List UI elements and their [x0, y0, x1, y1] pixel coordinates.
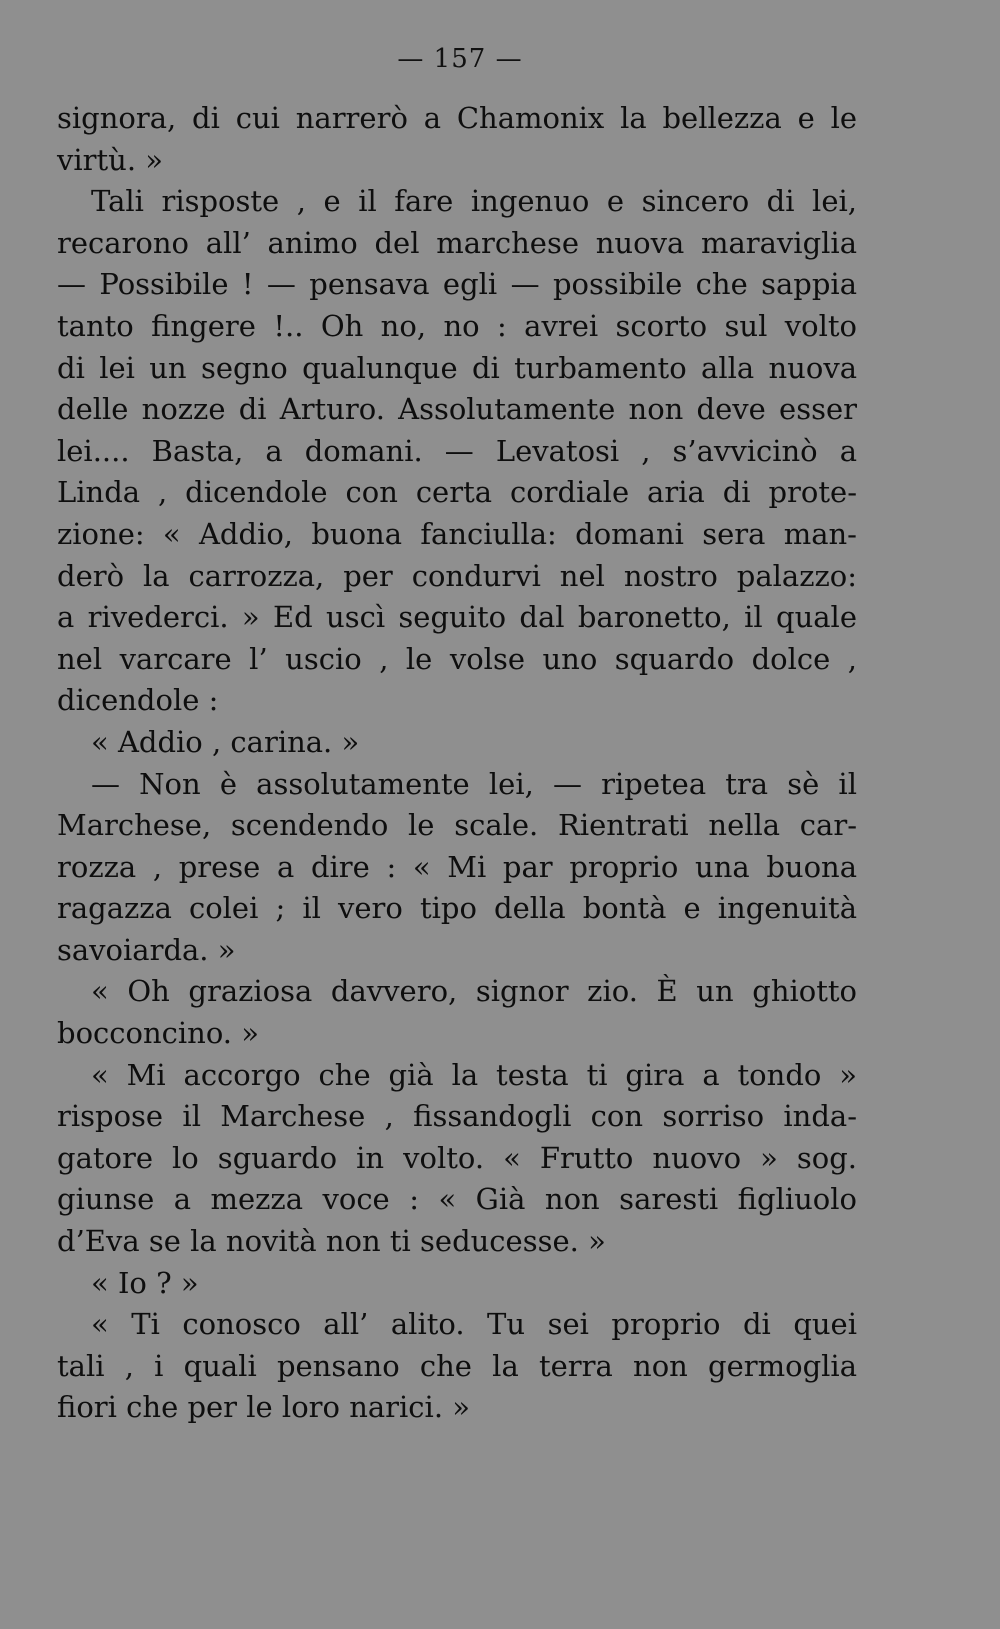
- text-line: derò la carrozza, per condurvi nel nostro palazzo:: [57, 558, 857, 593]
- text-line: d’Eva se la novità non ti seducesse. »: [57, 1224, 606, 1259]
- text-line: « Addio , carina. »: [91, 724, 360, 759]
- text-line: lei.... Basta, a domani. — Levatosi , s’avvicinò a: [57, 433, 857, 468]
- text-line: recarono all’ animo del marchese nuova maraviglia: [57, 225, 857, 260]
- text-line: Tali risposte , e il fare ingenuo e sincero di lei,: [91, 184, 857, 219]
- text-line: di lei un segno qualunque di turbamento alla nuova: [57, 350, 857, 385]
- page-number: — 157 —: [397, 44, 523, 74]
- text-line: « Oh graziosa davvero, signor zio. È un ghiotto: [91, 974, 857, 1009]
- text-line: signora, di cui narrerò a Chamonix la bellezza e le: [57, 101, 857, 135]
- text-line: ragazza colei ; il vero tipo della bontà e ingenuità: [57, 891, 857, 926]
- text-line: rispose il Marchese , fissandogli con sorriso inda-: [57, 1099, 857, 1134]
- text-line: rozza , prese a dire : « Mi par proprio una buona: [57, 849, 857, 884]
- text-line: Marchese, scendendo le scale. Rientrati nella car-: [57, 808, 857, 843]
- text-line: tali , i quali pensano che la terra non germoglia: [57, 1348, 857, 1383]
- text-line: savoiarda. »: [57, 932, 236, 967]
- text-line: nel varcare l’ uscio , le volse uno squardo dolce ,: [57, 641, 857, 676]
- text-line: « Mi accorgo che già la testa ti gira a tondo »: [91, 1057, 857, 1092]
- text-line: dicendole :: [57, 683, 219, 718]
- text-line: delle nozze di Arturo. Assolutamente non deve esser: [57, 392, 857, 427]
- body-text: [57, 98, 857, 1429]
- text-line: « Io ? »: [91, 1265, 199, 1300]
- text-line: gatore lo sguardo in volto. « Frutto nuovo » sog.: [57, 1140, 857, 1175]
- text-line: zione: « Addio, buona fanciulla: domani sera man-: [57, 516, 857, 551]
- text-line: tanto fingere !.. Oh no, no : avrei scorto sul volto: [57, 308, 857, 343]
- text-line: virtù. »: [57, 142, 164, 177]
- text-line: bocconcino. »: [57, 1016, 259, 1051]
- text-line: « Ti conosco all’ alito. Tu sei proprio di quei: [91, 1307, 857, 1342]
- text-line: — Non è assolutamente lei, — ripetea tra sè il: [91, 766, 857, 801]
- text-line: — Possibile ! — pensava egli — possibile che sappia: [57, 267, 857, 302]
- text-line: fiori che per le loro narici. »: [57, 1390, 470, 1425]
- text-line: Linda , dicendole con certa cordiale aria di prote-: [57, 475, 857, 510]
- text-line: a rivederci. » Ed uscì seguito dal baronetto, il quale: [57, 600, 857, 635]
- text-line: giunse a mezza voce : « Già non saresti figliuolo: [57, 1182, 857, 1217]
